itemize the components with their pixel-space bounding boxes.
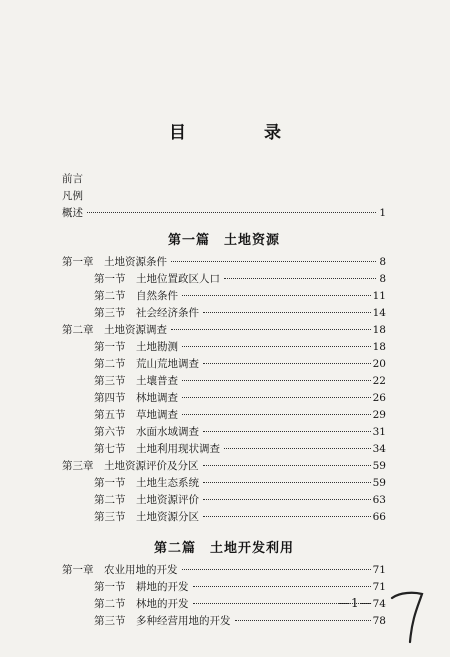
- part-heading: 第二篇 土地开发利用: [153, 541, 294, 556]
- dot-leader: [87, 212, 376, 213]
- toc-chapter-entry: [62, 255, 386, 269]
- toc-entry-page: 66: [372, 511, 386, 523]
- toc-entry-page: 22: [372, 375, 386, 387]
- toc-entry-label: 第六节 水面水域调查: [94, 426, 199, 438]
- toc-entry-label: 第二节 林地的开发: [94, 598, 189, 610]
- title-char-1: 目: [169, 123, 186, 143]
- toc-entry-label: 第二节 荒山荒地调查: [94, 358, 199, 370]
- toc-entry-page: 18: [372, 341, 386, 353]
- dot-leader: [171, 329, 371, 330]
- toc-entry-label: 第四节 林地调查: [94, 392, 178, 404]
- dot-leader: [193, 586, 371, 587]
- toc-section-entry: [62, 391, 386, 405]
- toc-entry-label: 第三节 土壤普查: [94, 375, 178, 387]
- toc-entry-label: 第三节 社会经济条件: [94, 307, 199, 319]
- toc-section-entry: [62, 357, 386, 371]
- toc-entry-page: 34: [372, 443, 386, 455]
- toc-entry-page: 1: [379, 207, 386, 219]
- toc-entry-label: 第一节 土地生态系统: [94, 477, 199, 489]
- dot-leader: [182, 569, 371, 570]
- toc-section-entry: [62, 614, 386, 628]
- toc-entry-label: 前言: [62, 173, 83, 185]
- toc-entry-label: 概述: [62, 207, 83, 219]
- dot-leader: [235, 620, 371, 621]
- toc-entry-label: 第一节 土地位置政区人口: [94, 273, 220, 285]
- toc-entry-label: 第七节 土地利用现状调查: [94, 443, 220, 455]
- handwritten-number-7: [388, 588, 428, 644]
- toc-entry-label: 第一章 农业用地的开发: [62, 564, 178, 576]
- dot-leader: [203, 499, 371, 500]
- toc-entry-label: 第二节 自然条件: [94, 290, 178, 302]
- toc-entry-label: 第一章 土地资源条件: [62, 256, 167, 268]
- toc-entry-label: 第二章 土地资源调查: [62, 324, 167, 336]
- toc-section-entry: [62, 510, 386, 524]
- toc-entry-page: 59: [372, 477, 386, 489]
- toc-entry-page: 14: [372, 307, 386, 319]
- toc-entry-label: 第一节 土地勘测: [94, 341, 178, 353]
- toc-entry-label: 第五节 草地调查: [94, 409, 178, 421]
- toc-section-entry: [62, 493, 386, 507]
- toc-chapter-entry: [62, 323, 386, 337]
- dot-leader: [224, 278, 376, 279]
- part-heading: 第一篇 土地资源: [167, 233, 280, 248]
- toc-entry-page: 63: [372, 494, 386, 506]
- dot-leader: [203, 312, 371, 313]
- toc-entry-page: 74: [372, 598, 386, 610]
- toc-entry-page: 26: [372, 392, 386, 404]
- front-matter-item: [62, 172, 386, 186]
- toc-section-entry: [62, 374, 386, 388]
- toc-entry-page: 11: [372, 290, 386, 302]
- toc-entry-label: 第一节 耕地的开发: [94, 581, 189, 593]
- toc-section-entry: [62, 580, 386, 594]
- dot-leader: [182, 397, 371, 398]
- page-number: —1—: [338, 596, 373, 610]
- title-char-2: 录: [264, 123, 281, 143]
- toc-section-entry: [62, 442, 386, 456]
- toc-entry-page: 71: [372, 581, 386, 593]
- toc-section-entry: [62, 340, 386, 354]
- toc-entry-label: 第三节 土地资源分区: [94, 511, 199, 523]
- dot-leader: [182, 414, 371, 415]
- front-matter-item: [62, 189, 386, 203]
- page-title: [0, 118, 450, 143]
- toc-entry-page: 8: [379, 256, 386, 268]
- toc-entry-label: 第三节 多种经营用地的开发: [94, 615, 231, 627]
- toc-section-entry: [62, 476, 386, 490]
- front-matter-item: [62, 206, 386, 220]
- dot-leader: [203, 363, 371, 364]
- toc-chapter-entry: [62, 459, 386, 473]
- toc-entry-label: 凡例: [62, 190, 83, 202]
- dot-leader: [182, 380, 371, 381]
- toc-entry-label: 第三章 土地资源评价及分区: [62, 460, 199, 472]
- dot-leader: [182, 295, 371, 296]
- toc-entry-page: 78: [372, 615, 386, 627]
- toc-entry-page: 59: [372, 460, 386, 472]
- dot-leader: [182, 346, 371, 347]
- dot-leader: [203, 516, 371, 517]
- toc-entry-page: 20: [372, 358, 386, 370]
- dot-leader: [203, 482, 371, 483]
- toc-section-entry: [62, 306, 386, 320]
- dot-leader: [203, 431, 371, 432]
- toc-entry-page: 29: [372, 409, 386, 421]
- toc-section-entry: [62, 408, 386, 422]
- toc-entry-label: 第二节 土地资源评价: [94, 494, 199, 506]
- toc-entry-page: 8: [379, 273, 386, 285]
- dot-leader: [171, 261, 376, 262]
- toc-entry-page: 71: [372, 564, 386, 576]
- toc-section-entry: [62, 289, 386, 303]
- toc-section-entry: [62, 425, 386, 439]
- toc-entry-page: 31: [372, 426, 386, 438]
- toc-section-entry: [62, 272, 386, 286]
- toc-entry-page: 18: [372, 324, 386, 336]
- dot-leader: [224, 448, 371, 449]
- toc-chapter-entry: [62, 563, 386, 577]
- dot-leader: [203, 465, 371, 466]
